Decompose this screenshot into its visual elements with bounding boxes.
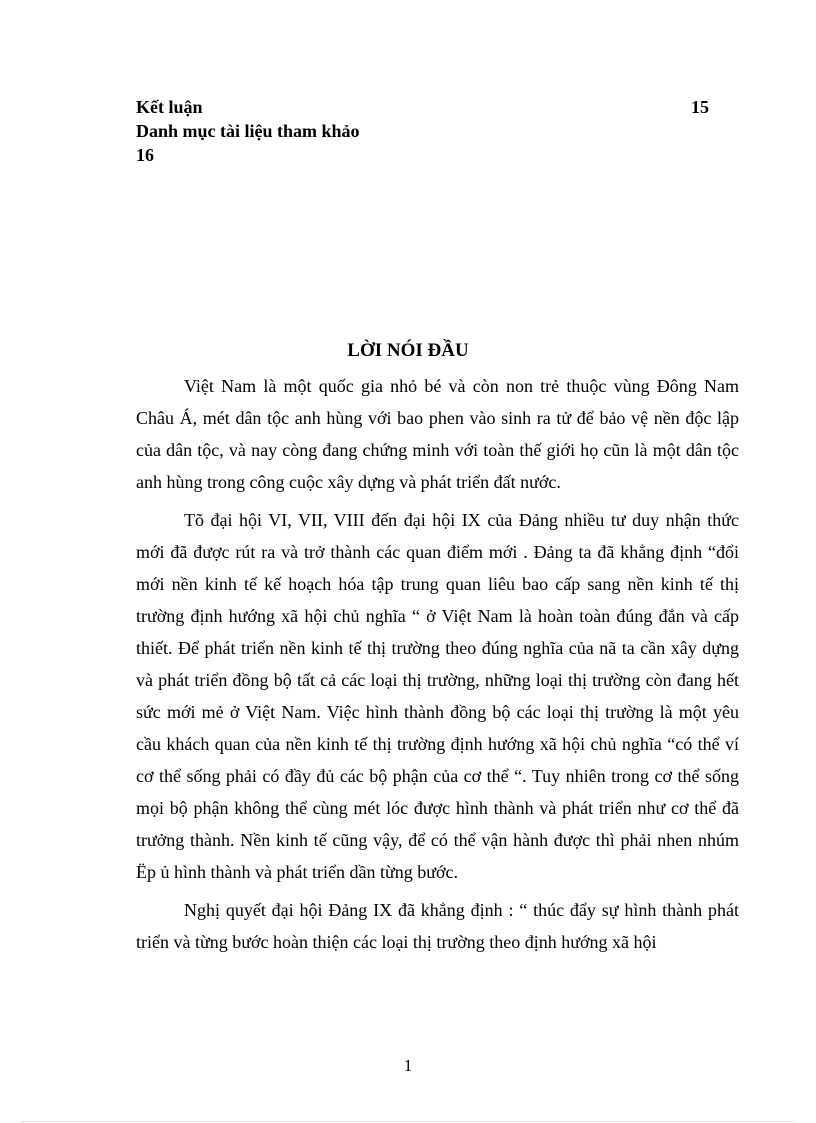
body-paragraph: Việt Nam là một quốc gia nhỏ bé và còn non trẻ thuộc vùng Đông Nam Châu Á, mét dân tộc anh hùng với bao phen vào sinh ra tử để bảo vệ nền độc lập của dân tộc, và nay còng đang chứng minh với toàn thế giới họ cũn là một dân tộc anh hùng trong công cuộc xây dựng và phát triển đất nước. [136, 376, 739, 492]
body-paragraph: Nghị quyết đại hội Đảng IX đã khẳng định : “ thúc đẩy sự hình thành phát triển và từng bước hoàn thiện các loại thị trường theo định hướng xã hội [136, 900, 739, 952]
toc-entry-conclusion[interactable] [136, 95, 716, 119]
toc-entry-page: 15 [691, 97, 709, 117]
toc-entry-title: Danh mục tài liệu tham khảo [136, 121, 360, 141]
body-paragraph: Tõ đại hội VI, VII, VIII đến đại hội IX của Đảng nhiều tư duy nhận thức mới đã được rút ra và trở thành các quan điểm mới . Đảng ta đã khẳng định “đổi mới nền kinh tế kế hoạch hóa tập trung quan liêu bao cấp sang nền kinh tế thị trường định hướng xã hội chủ nghĩa “ ở Việt Nam là hoàn toàn đúng đắn và cấp thiết. Để phát triển nền kinh tế thị trường theo đúng nghĩa của nã ta cần xây dựng và phát triển đồng bộ tất cả các loại thị trường, những loại thị trường còn đang hết sức mới mẻ ở Việt Nam. Việc hình thành đồng bộ các loại thị trường là một yêu cầu khách quan của nền kinh tế thị trường định hướng xã hội chủ nghĩa “có thể ví cơ thể sống phải có đầy đủ các bộ phận của cơ thể “. Tuy nhiên trong cơ thể sống mọi bộ phận không thể cùng mét lóc được hình thành và phát triển như cơ thể đã trưởng thành. Nền kinh tế cũng vậy, để có thể vận hành được thì phải nhen nhúm Ëp ủ hình thành và phát triển dần từng bước. [136, 510, 739, 882]
toc-entry-references[interactable] [136, 119, 716, 143]
table-of-contents [136, 95, 716, 167]
toc-entry-title: Kết luận [136, 97, 203, 117]
preface-heading: LỜI NÓI ĐẦU [347, 340, 469, 361]
footer-dotted-divider [22, 1121, 794, 1122]
page-number: 1 [403, 1056, 413, 1075]
toc-entry-references-page-row [136, 143, 716, 167]
toc-entry-page: 16 [136, 145, 154, 165]
preface-body [136, 370, 739, 964]
